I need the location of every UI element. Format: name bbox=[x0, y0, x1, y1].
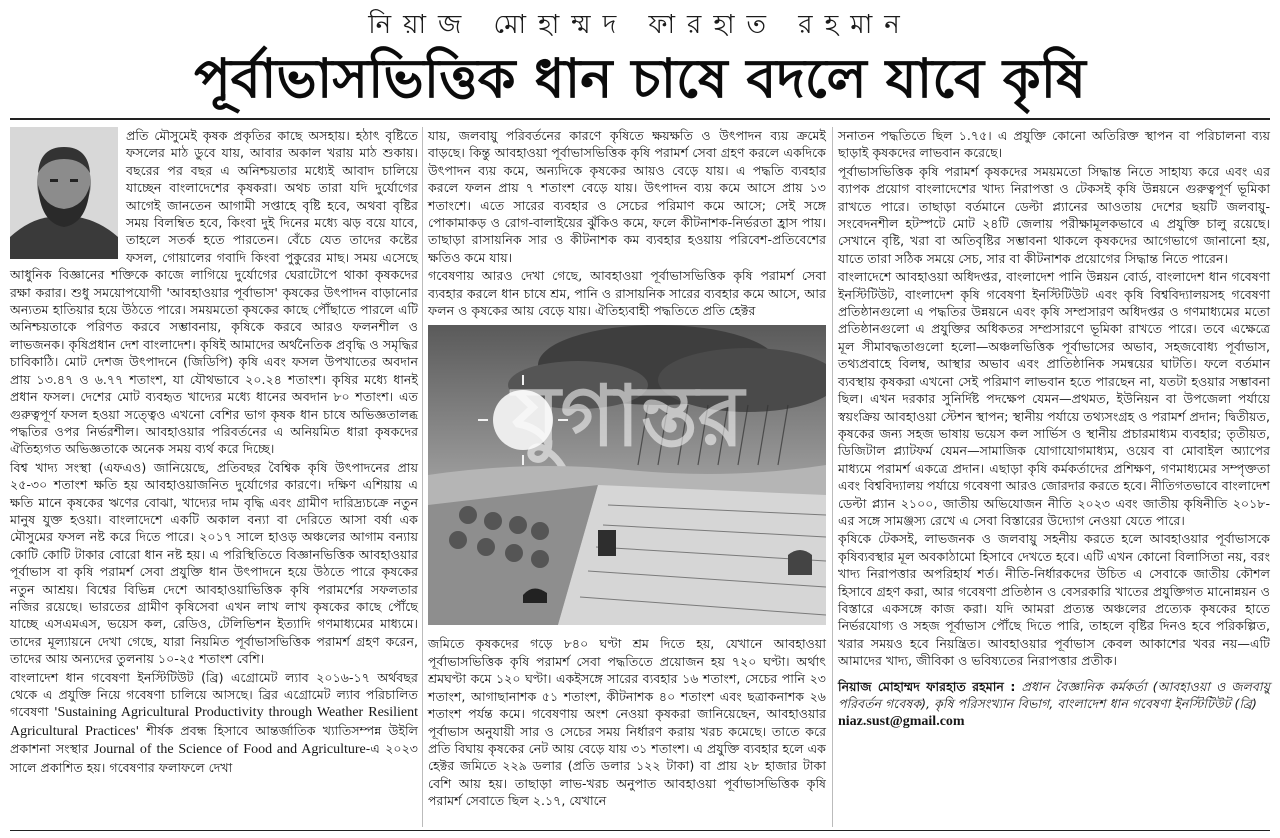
article-column-2 bbox=[428, 127, 826, 811]
paragraph: কৃষিকে টেকসই, লাভজনক ও জলবায়ু সহনীয় করতে হলে আবহাওয়ার পূর্বাভাসকে কৃষিব্যবস্থার মূল অবকাঠামো হিসাবে দেখতে হবে। এটি এখন কোনো বিলাসিতা নয়, বরং খাদ্য নিরাপত্তার অপরিহার্য শর্ত। নীতি-নির্ধারকদের উচিত এ সেবাকে জাতীয় কৌশল হিসাবে গ্রহণ করা, আর গবেষণা প্রতিষ্ঠান ও বেসরকারি খাতের প্রযুক্তিগত মানোন্নয়ন ও বিস্তারে একসঙ্গে কাজ করা। যদি আমরা প্রত্যন্ত অঞ্চলের প্রত্যেক কৃষকের হাতে নির্ভরযোগ্য ও সহজ পূর্বাভাস পৌঁছে দিতে পারি, তাহলে বৃষ্টির দিনও হবে পরিকল্পিত, খরার সময়ও হবে নিয়ন্ত্রিত। আবহাওয়ার পূর্বাভাস কেবল আকাশের খবর নয়—এটি আমাদের খাদ্য, জীবিকা ও ভবিষ্যতের নিরাপত্তার প্রতীক। bbox=[838, 531, 1270, 669]
column-divider bbox=[832, 127, 833, 827]
author-byline: নিয়াজ মোহাম্মদ ফারহাত রহমান bbox=[368, 10, 912, 40]
article-column-3 bbox=[838, 127, 1270, 732]
newspaper-watermark: যুগান্তর bbox=[512, 367, 744, 466]
column-divider bbox=[422, 127, 423, 827]
header-rule bbox=[10, 118, 1270, 120]
paragraph: সনাতন পদ্ধতিতে ছিল ১.৭৫। এ প্রযুক্তি কোনো অতিরিক্ত স্থাপন বা পরিচালনা ব্যয় ছাড়াই কৃষকদের লাভবান করেছে। bbox=[838, 128, 1270, 161]
paragraph: বাংলাদেশ ধান গবেষণা ইনস্টিটিউট (ব্রি) এগ্রোমেট ল্যাব ২০১৬-১৭ অর্থবছর থেকে এ প্রযুক্তি নিয়ে গবেষণা চালিয়ে আসছে। ব্রির এগ্রোমেট ল্যাব পরিচালিত গবেষণা 'Sustaining Agricultural Productivity through Weather Resilient Agricultural Practices' শীর্ষক প্রবন্ধ হিসাবে আন্তর্জাতিক খ্যাতিসম্পন্ন উইলি প্রকাশনা সংস্থার Journal of the Science of Food and Agriculture-এ ২০২৩ সালে প্রকাশিত হয়। গবেষণার ফলাফলে দেখা bbox=[10, 669, 419, 775]
paragraph: যায়, জলবায়ু পরিবর্তনের কারণে কৃষিতে ক্ষয়ক্ষতি ও উৎপাদন ব্যয় ক্রমেই বাড়ছে। কিন্তু আবহাওয়া পূর্বাভাসভিত্তিক কৃষি পরামর্শ সেবা গ্রহণ করলে একদিকে উৎপাদন ব্যয় কমে, অন্যদিকে কৃষকের আয়ও বেড়ে যায়। এ পদ্ধতি ব্যবহার করলে ফলন প্রায় ৭ শতাংশ বেড়ে যায়। উৎপাদন ব্যয় কমে আসে প্রায় ১৩ শতাংশে। এতে সারের ব্যবহার ও সেচের পরিমাণ কমে আসে; সেই সঙ্গে পোকামাকড় ও রোগ-বালাইয়ের ঝুঁকিও কমে, ফলে কীটনাশক-নির্ভরতা হ্রাস পায়। তাছাড়া রাসায়নিক সার ও কীটনাশক কম ব্যবহার হওয়ায় পরিবেশ-প্রতিবেশের ক্ষতিও কমে যায়। bbox=[428, 128, 826, 265]
paragraph: পূর্বাভাসভিত্তিক কৃষি পরামর্শ কৃষকদের সময়মতো সিদ্ধান্ত নিতে সাহায্য করে এবং এর ব্যাপক প্রয়োগ বাংলাদেশের খাদ্য নিরাপত্তা ও টেকসই কৃষি উন্নয়নে গুরুত্বপূর্ণ ভূমিকা রাখতে পারে। তাছাড়া বর্তমানে ডেল্টা প্ল্যানের আওতায় দেশের ছয়টি জলবায়ু-সংবেদনশীল হটস্পটে মোট ২৪টি জেলায় পরীক্ষামূলকভাবে এ প্রযুক্তি চালু রয়েছে। সেখানে বৃষ্টি, খরা বা অতিবৃষ্টির সম্ভাবনা থাকলে কৃষকদের আগেভাগে জানানো হয়, যাতে তারা সঠিক সময়ে সেচ, সার বা কীটনাশক প্রয়োগের সিদ্ধান্ত নিতে পারেন। bbox=[838, 163, 1270, 266]
author-signature: নিয়াজ মোহাম্মদ ফারহাত রহমান : প্রধান বৈজ্ঞানিক কর্মকর্তা (আবহাওয়া ও জলবায়ু পরিবর্তন গবেষক), কৃষি পরিসংখ্যান বিভাগ, বাংলাদেশ ধান গবেষণা ইনস্টিটিউট (ব্রি) bbox=[838, 678, 1270, 711]
paragraph: প্রতি মৌসুমেই কৃষক প্রকৃতির কাছে অসহায়। হঠাৎ বৃষ্টিতে ফসলের মাঠ ডুবে যায়, আবার অকাল খরায় মাঠ শুকায়। বছরের পর বছর এ অনিশ্চয়তার মধ্যেই আবাদ চালিয়ে যাচ্ছেন বাংলাদেশের কৃষকরা। অথচ তারা যদি দুর্যোগের আগেই জানতেন আগামী সপ্তাহে বৃষ্টি হবে, অথবা বৃষ্টির সময় বিলম্বিত হবে, কিংবা দুই দিনের মধ্যে ঝড় বয়ে যাবে, তাহলে সতর্ক হতে পারতেন। বেঁচে যেত তাদের কষ্টের ফসল, গোয়ালের গবাদি কিংবা পুকুরের মাছ। সময় এসেছে আধুনিক বিজ্ঞানের শক্তিকে কাজে লাগিয়ে দুর্যোগের ঘেরাটোপে থাকা কৃষকদের রক্ষা করার। শুধু সময়োপযোগী 'আবহাওয়ার পূর্বাভাস' কৃষকের উৎপাদন বাড়ানোর অন্যতম হাতিয়ার হয়ে উঠতে পারে। সময়মতো কৃষকের কাছে পৌঁছাতে পারলে এটি অনিশ্চয়তাকে পরিণত করবে সম্ভাবনায়, কৃষিকে করবে আরও ফলনশীল ও লাভজনক। কৃষিপ্রধান দেশ বাংলাদেশ। কৃষিই আমাদের অর্থনৈতিক প্রবৃদ্ধি ও সমৃদ্ধির চাবিকাঠি। মোট দেশজ উৎপাদনে (জিডিপি) কৃষি এবং ফসল উপখাতের অবদান প্রায় ১৩.৪৭ ও ৬.৭৭ শতাংশ, যা যৌথভাবে ২০.২৪ শতাংশ। কৃষির মধ্যে ধানই প্রধান ফসল। দেশের মোট ব্যবহৃত খাদ্যের মধ্যে ধানের অবদান ৮০ শতাংশ। এত গুরুত্বপূর্ণ ফসল হওয়া সত্ত্বেও এখনো বেশির ভাগ কৃষক ধান চাষে অভিজ্ঞতালব্ধ পদ্ধতির ওপর নির্ভরশীল। আবহাওয়ার পরিবর্তনের এ অনিয়মিত ধারা কৃষকদের ঐতিহ্যগত অভিজ্ঞতাকে অনেক সময় ব্যর্থ করে দিচ্ছে। bbox=[10, 128, 418, 457]
footer-rule bbox=[10, 830, 1270, 831]
paragraph: বিশ্ব খাদ্য সংস্থা (এফএও) জানিয়েছে, প্রতিবছর বৈশ্বিক কৃষি উৎপাদনের প্রায় ২৫-৩০ শতাংশ ক্ষতি হয় আবহাওয়াজনিত দুর্যোগের কারণে। দক্ষিণ এশিয়ায় এ ক্ষতি মানে কৃষকের ঋণের বোঝা, খাদ্যের দাম বৃদ্ধি এবং গ্রামীণ দারিদ্র্যচক্রে নতুন মানুষ যুক্ত হওয়া। বাংলাদেশে একটি অকাল বন্যা বা দেরিতে আসা বর্ষা এক মৌসুমের ফসল নষ্ট করে দিতে পারে। ২০১৭ সালে হাওড় অঞ্চলের আগাম বন্যায় কোটি কোটি টাকার বোরো ধান নষ্ট হয়। এ পরিস্থিতিতে বিজ্ঞানভিত্তিক আবহাওয়ার পূর্বাভাস বা কৃষি পরামর্শ সেবা প্রযুক্তি ধান উৎপাদনে হয়ে উঠতে পারে কৃষকের নতুন আশ্রয়। বিশ্বের বিভিন্ন দেশে আবহাওয়াভিত্তিক কৃষি পরামর্শের সফলতার নজির রয়েছে। ভারতের গ্রামীণ কৃষিসেবা এখন লাখ লাখ কৃষকের কাছে পৌঁছে যাচ্ছে এসএমএস, ভয়েস কল, রেডিও, টেলিভিশন ইত্যাদি গণমাধ্যমের মাধ্যমে। তাদের মূল্যায়নে দেখা গেছে, যারা নিয়মিত পূর্বাভাসভিত্তিক পরামর্শ গ্রহণ করেন, তাদের আয় অন্যদের তুলনায় ১০-২৫ শতাংশ বেশি। bbox=[10, 459, 418, 667]
headline: পূর্বাভাসভিত্তিক ধান চাষে বদলে যাবে কৃষি bbox=[194, 47, 1086, 110]
author-portrait bbox=[10, 127, 118, 259]
author-email[interactable]: niaz.sust@gmail.com bbox=[838, 714, 965, 730]
paragraph: জমিতে কৃষকদের গড়ে ৮৪০ ঘণ্টা শ্রম দিতে হয়, যেখানে আবহাওয়া পূর্বাভাসভিত্তিক কৃষি পরামর্শ সেবা পদ্ধতিতে প্রয়োজন হয় ৭২০ ঘণ্টা। অর্থাৎ শ্রমঘণ্টা কমে ১২০ ঘণ্টা। একইসঙ্গে সারের ব্যবহার ১৬ শতাংশ, সেচের পানি ২৩ শতাংশ, আগাছানাশক ৫১ শতাংশ, কীটনাশক ৪০ শতাংশ এবং ছত্রাকনাশক ২৬ শতাংশ পর্যন্ত কমে। গবেষণায় অংশ নেওয়া কৃষকরা জানিয়েছেন, আবহাওয়ার পূর্বাভাস অনুযায়ী সার ও সেচের সময় নির্ধারণ করায় খরচ কমেছে। তাতে করে প্রতি বিঘায় কৃষকের নেট আয় বেড়ে যায় ৩১ শতাংশ। এ প্রযুক্তি ব্যবহার হলে এক হেক্টর জমিতে ২২৯ ডলার (প্রতি ডলার ১২২ টাকা) বা প্রায় ২৮ হাজার টাকা বেশি আয় হয়। তাছাড়া লাভ-খরচ অনুপাত আবহাওয়া পূর্বাভাসভিত্তিক কৃষি পরামর্শ সেবাতে ছিল ২.১৭, যেখানে bbox=[428, 636, 826, 809]
article-column-1 bbox=[10, 127, 418, 777]
paragraph: গবেষণায় আরও দেখা গেছে, আবহাওয়া পূর্বাভাসভিত্তিক কৃষি পরামর্শ সেবা ব্যবহার করলে ধান চাষে শ্রম, পানি ও রাসায়নিক সারের ব্যবহার কমে আসে, আর ফলন ও কৃষকের আয় বেড়ে যায়। ঐতিহ্যবাহী পদ্ধতিতে প্রতি হেক্টর bbox=[428, 268, 826, 319]
farm-weather-illustration bbox=[428, 325, 826, 625]
paragraph: বাংলাদেশে আবহাওয়া অধিদপ্তর, বাংলাদেশ পানি উন্নয়ন বোর্ড, বাংলাদেশ ধান গবেষণা ইনস্টিটিউট, বাংলাদেশ কৃষি গবেষণা ইনস্টিটিউট এবং কৃষি বিশ্ববিদ্যালয়সহ গবেষণা প্রতিষ্ঠানগুলো এ পদ্ধতির উন্নয়নে এবং কৃষি সম্প্রসারণ অধিদপ্তর ও গণমাধ্যমের মতো প্রতিষ্ঠানগুলো এ প্রযুক্তির অধিকতর সম্প্রসারণে ভূমিকা রাখতে পারে। তবে এক্ষেত্রে মূল সীমাবদ্ধতাগুলো হলো—অঞ্চলভিত্তিক পূর্বাভাসের অভাব, সহজবোধ্য পূর্বাভাস, তথ্যপ্রবাহে বিলম্ব, আস্থার অভাব এবং প্রাতিষ্ঠানিক সমন্বয়ের ঘাটতি। ফলে বর্তমান ব্যবস্থায় কৃষকরা এখনো সেই পরিমাণ লাভবান হতে পারছেন না, যতটা হওয়ার সম্ভাবনা ছিল। এখন দরকার সুনির্দিষ্ট পদক্ষেপ যেমন—প্রথমত, ইউনিয়ন বা উপজেলা পর্যায়ে স্বয়ংক্রিয় আবহাওয়া স্টেশন স্থাপন; স্থানীয় পর্যায়ে তথ্যসংগ্রহ ও পরামর্শ প্রদান; দ্বিতীয়ত, কৃষকের জন্য সহজ ভাষায় ভয়েস কল সার্ভিস ও স্থানীয় প্রচারমাধ্যম ব্যবহার; তৃতীয়ত, ডিজিটাল প্ল্যাটফর্ম যেমন—সামাজিক যোগাযোগমাধ্যম, ওয়েব বা মোবাইল অ্যাপের মাধ্যমে পরামর্শ একত্রে প্রদান। এছাড়া কৃষি কর্মকর্তাদের প্রশিক্ষণ, গণমাধ্যমের সম্পৃক্ততা এবং বিশ্ববিদ্যালয় পর্যায়ে গবেষণা আরও জোরদার করতে হবে। নীতিগতভাবে বাংলাদেশ ডেল্টা প্ল্যান ২১০০, জাতীয় অভিযোজন নীতি ২০২৩ এবং জাতীয় কৃষিনীতি ২০১৮-এর সঙ্গে সামঞ্জস্য রেখে এ সেবা বিস্তারের উদ্যোগ নেওয়া যেতে পারে। bbox=[838, 269, 1270, 528]
